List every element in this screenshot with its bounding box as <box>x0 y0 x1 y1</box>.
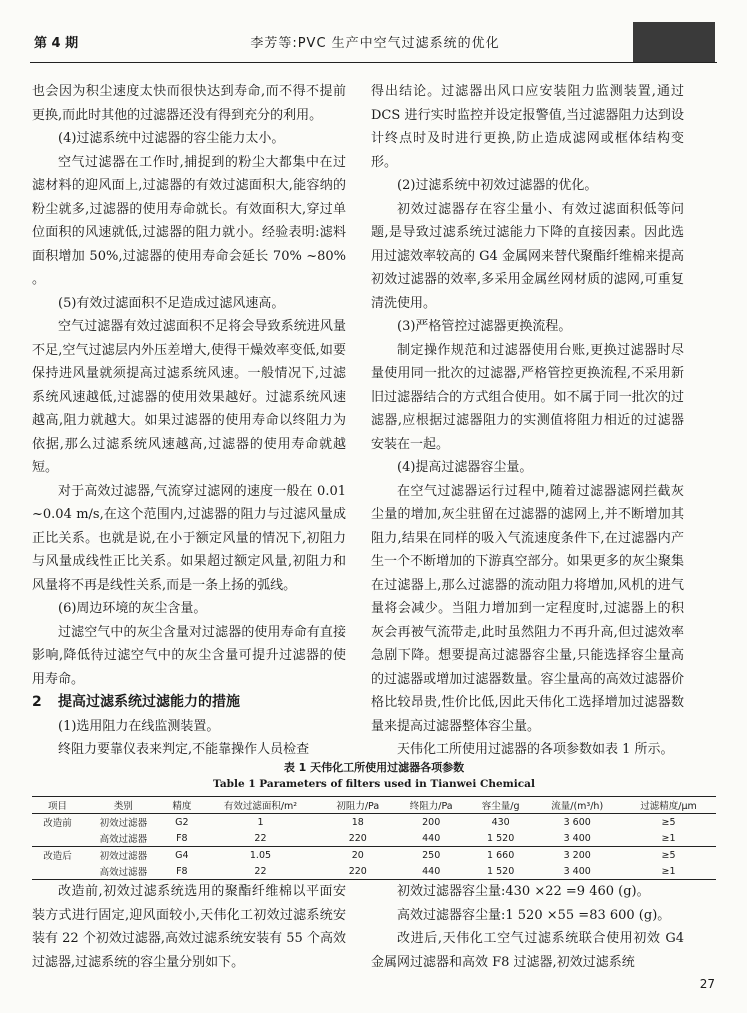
paragraph: 终阻力要靠仪表来判定,不能靠操作人员检查 <box>58 742 310 757</box>
table-cell: 高效过滤器 <box>99 834 148 845</box>
table-cell: 1 660 <box>487 849 515 861</box>
paragraph: (4)提高过滤器容尘量。 <box>397 460 533 475</box>
table-cell: 200 <box>422 816 441 828</box>
paragraph: 初效过滤器存在容尘量小、有效过滤面积低等问题,是导致过滤系统过滤能力下降的直接因素。因此选用过滤效率较高的 G4 金属网来替代聚酯纤维棉来提高初效过滤器的效率,多采用金属丝网材质的滤网,可重复清洗使用。 <box>371 201 684 311</box>
table-cell: 250 <box>422 849 441 861</box>
table-cell: 1 520 <box>487 832 515 844</box>
table-cell: ≥1 <box>661 832 676 844</box>
table-body <box>32 814 716 880</box>
paragraph: (1)选用阻力在线监测装置。 <box>58 718 220 734</box>
table-cell: 20 <box>351 849 364 861</box>
header-rule <box>30 62 717 63</box>
paragraph: 改造前,初效过滤系统选用的聚酯纤维棉以平面安装方式进行固定,迎风面较小,天伟化工初效过滤系统安装有 22 个初效过滤器,高效过滤系统安装有 55 个高效过滤器,过滤系统的容尘量分别如下。 <box>32 884 346 970</box>
table-cell: 初效过滤器 <box>99 818 148 829</box>
table-cell: 1 <box>257 816 264 828</box>
section-number: 2 <box>32 694 42 710</box>
section-title: 提高过滤系统过滤能力的措施 <box>58 694 240 710</box>
table-header-cell: 有效过滤面积/m² <box>223 801 298 812</box>
table-cell: F8 <box>176 832 188 844</box>
table-cell: 3 400 <box>563 832 591 844</box>
parameters-table <box>32 796 716 880</box>
table-cell: 初效过滤器 <box>99 851 148 862</box>
table-cell: 3 600 <box>563 816 591 828</box>
paragraph: (6)周边环境的灰尘含量。 <box>58 601 207 616</box>
paragraph: (2)过滤系统中初效过滤器的优化。 <box>397 178 598 193</box>
table-header-cell: 项目 <box>47 801 67 812</box>
paragraph: 过滤空气中的灰尘含量对过滤器的使用寿命有直接影响,降低待过滤空气中的灰尘含量可提升过滤器的使用寿命。 <box>32 624 346 687</box>
paragraph: 制定操作规范和过滤器使用台账,更换过滤器时尽量使用同一批次的过滤器,严格管控更换流程,不采用新旧过滤器结合的方式组合使用。如不属于同一批次的过滤器,应根据过滤器阻力的实测值将阻力相近的过滤器安装在一起。 <box>371 342 684 452</box>
table-header-cell: 终阻力/Pa <box>409 801 453 812</box>
page-header <box>30 22 717 62</box>
table-cell: 220 <box>348 865 367 877</box>
paragraph: 空气过滤器在工作时,捕捉到的粉尘大都集中在过滤材料的迎风面上,过滤器的有效过滤面积大,能容纳的粉尘就多,过滤器的使用寿命就长。有效面积大,穿过单位面积的风速就低,过滤器的阻力就小。经验表明:滤料面积增加 50%,过滤器的使用寿命会延长 70% ~80% 。 <box>32 154 346 287</box>
paragraph: (5)有效过滤面积不足造成过滤风速高。 <box>58 295 285 311</box>
table-cell: ≥1 <box>661 865 676 877</box>
table-cell <box>32 863 83 880</box>
table-header-cell: 过滤精度/μm <box>640 801 697 812</box>
table-cell: ≥5 <box>661 849 676 861</box>
table-header-cell: 类别 <box>113 801 133 812</box>
table-header-cell: 初阻力/Pa <box>336 801 380 812</box>
table-cell: F8 <box>176 865 188 877</box>
bottom-right-text <box>371 880 684 974</box>
right-column <box>371 80 684 762</box>
issue-number: 第 4 期 <box>34 36 79 51</box>
table-caption-en: Table 1 Parameters of filters used in Tianwei Chemical <box>213 778 535 790</box>
paragraph: 高效过滤器容尘量:1 520 ×55 =83 600 (g)。 <box>397 907 671 923</box>
section-heading <box>32 691 346 715</box>
bottom-left-text <box>32 880 346 974</box>
paragraph: (3)严格管控过滤器更换流程。 <box>397 319 572 334</box>
paragraph: 得出结论。过滤器出风口应安装阻力监测装置,通过 DCS 进行实时监控并设定报警值,当过滤器阻力达到设计终点时及时进行更换,防止造成滤网或框体结构变形。 <box>371 84 684 170</box>
table-row <box>32 847 716 864</box>
table-cell: 1 520 <box>487 865 515 877</box>
table-row <box>32 830 716 847</box>
table-cell: 改造前 <box>43 818 72 829</box>
table-row <box>32 863 716 880</box>
table-cell: ≥5 <box>661 816 676 828</box>
left-column <box>32 80 346 762</box>
table-cell: 22 <box>254 865 267 877</box>
table-cell: 高效过滤器 <box>99 867 148 878</box>
table-cell: 440 <box>422 865 441 877</box>
header-dark-block <box>633 22 715 62</box>
table-header-row <box>32 797 716 814</box>
page-number: 27 <box>699 977 715 991</box>
table-cell: 430 <box>491 816 510 828</box>
table-caption-cn: 表 1 天伟化工所使用过滤器各项参数 <box>283 761 465 774</box>
paragraph: 天伟化工所使用过滤器的各项参数如表 1 所示。 <box>397 742 674 757</box>
running-title: 李芳等:PVC 生产中空气过滤系统的优化 <box>250 36 500 51</box>
paragraph: 空气过滤器有效过滤面积不足将会导致系统进风量不足,空气过滤层内外压差增大,使得干燥效率变低,如要保持进风量就须提高过滤系统风速。一般情况下,过滤系统风速越低,过滤器的使用效果越好。过滤系统风速越高,阻力就越大。如果过滤器的使用寿命以终阻力为依据,那么过滤系统风速越高,过滤器的使用寿命就越短。 <box>32 319 346 475</box>
paragraph: 改进后,天伟化工空气过滤系统联合使用初效 G4 金属网过滤器和高效 F8 过滤器,初效过滤系统 <box>371 931 684 970</box>
table-row <box>32 814 716 831</box>
table-cell: 18 <box>351 816 364 828</box>
table-cell: 改造后 <box>43 851 72 862</box>
paragraph: 也会因为积尘速度太快而很快达到寿命,而不得不提前更换,而此时其他的过滤器还没有得到充分的利用。 <box>32 84 346 123</box>
table-header-cell: 精度 <box>172 801 192 812</box>
table-cell: 440 <box>422 832 441 844</box>
table-header-cell: 容尘量/g <box>481 801 520 812</box>
table-cell: 3 400 <box>563 865 591 877</box>
paragraph: 在空气过滤器运行过程中,随着过滤器滤网拦截灰尘量的增加,灰尘驻留在过滤器的滤网上,并不断增加其阻力,结果在同样的吸入气流速度条件下,在过滤器内产生一个不断增加的下游真空部分。如果更多的灰尘聚集在过滤器上,那么过滤器的流动阻力将增加,风机的进气量将会减少。当阻力增加到一定程度时,过滤器上的积灰会再被气流带走,此时虽然阻力不再升高,但过滤效率急剧下降。想要提高过滤器容尘量,只能选择容尘量高的过滤器或增加过滤器数量。容尘量高的高效过滤器价格比较昂贵,性价比低,因此天伟化工选择增加过滤器数量来提高过滤器整体容尘量。 <box>371 483 684 734</box>
table-cell <box>32 830 83 847</box>
table-cell: 1.05 <box>249 849 272 861</box>
paragraph: 初效过滤器容尘量:430 ×22 =9 460 (g)。 <box>397 884 650 899</box>
table-cell: 220 <box>348 832 367 844</box>
table-cell: 3 200 <box>563 849 591 861</box>
paragraph: (4)过滤系统中过滤器的容尘能力太小。 <box>58 131 285 146</box>
paragraph: 对于高效过滤器,气流穿过滤网的速度一般在 0.01 ~0.04 m/s,在这个范围内,过滤器的阻力与过滤风量成正比关系。也就是说,在小于额定风量的情况下,初阻力与风量成线性正比关系。如果超过额定风量,初阻力和风量将不再是线性关系,而是一条上扬的弧线。 <box>32 483 346 593</box>
table-header-cell: 流量/(m³/h) <box>551 801 604 812</box>
table-cell: G2 <box>175 816 189 828</box>
table-cell: G4 <box>175 849 189 861</box>
table-1 <box>32 760 716 880</box>
table-cell: 22 <box>254 832 267 844</box>
